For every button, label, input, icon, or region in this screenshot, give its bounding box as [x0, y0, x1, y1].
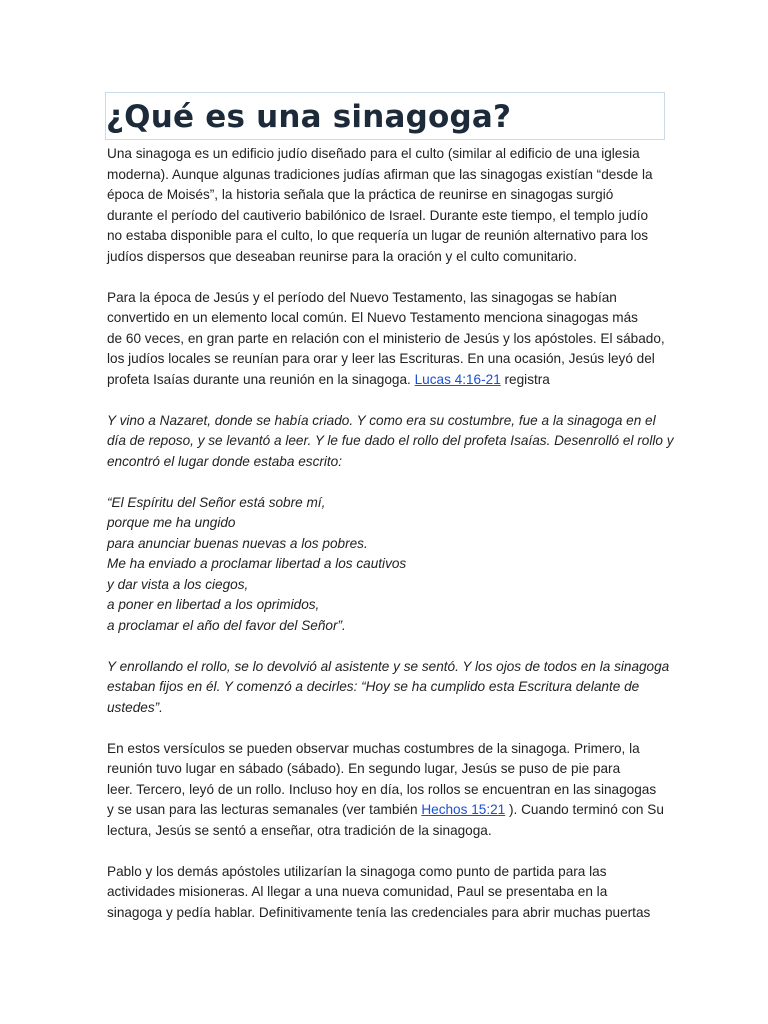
page-title: ¿Qué es una sinagoga? [106, 99, 512, 135]
text-line: a proclamar el año del favor del Señor”. [107, 617, 346, 633]
text-line: durante el período del cautiverio babilónico de Israel. Durante este tiempo, el templo judío [107, 207, 649, 223]
text-line: época de Moisés”, la historia señala que la práctica de reunirse en sinagogas surgió [107, 187, 614, 202]
title-box [105, 92, 665, 140]
text-line: judíos dispersos que deseaban reunirse para la oración y el culto comunitario. [107, 248, 578, 264]
text-line: leer. Tercero, leyó de un rollo. Incluso hoy en día, los rollos se encuentran en las sinagogas [107, 781, 657, 797]
text-line [107, 370, 663, 391]
text-line: reunión tuvo lugar en sábado (sábado). En segundo lugar, Jesús se puso de pie para [107, 761, 621, 776]
spacer [107, 636, 663, 657]
text-line: En estos versículos se pueden observar muchas costumbres de la sinagoga. Primero, la [107, 740, 640, 756]
quote-passage-intro [107, 411, 674, 473]
text-line: sinagoga y pedía hablar. Definitivamente tenía las credenciales para abrir muchas puertas [107, 904, 651, 920]
text-line: no estaba disponible para el culto, lo que requería un lugar de reunión alternativo para los [107, 228, 649, 243]
spacer [107, 718, 663, 739]
quote-closing [107, 657, 670, 719]
text-line: porque me ha ungido [107, 515, 236, 530]
text-fragment: y se usan para las lecturas semanales (ver también [107, 802, 422, 817]
spacer [107, 841, 663, 862]
text-line: actividades misioneras. Al llegar a una nueva comunidad, Paul se presentaba en la [107, 884, 608, 899]
text-line: de 60 veces, en gran parte en relación con el ministerio de Jesús y los apóstoles. El sábado, [107, 330, 665, 346]
text-line: Y vino a Nazaret, donde se había criado. Y como era su costumbre, fue a la sinagoga en el [107, 412, 656, 428]
text-line: ustedes”. [107, 699, 163, 715]
quote-isaiah [107, 493, 663, 637]
text-line: “El Espíritu del Señor está sobre mí, [107, 494, 326, 510]
link-lucas[interactable]: Lucas 4:16-21 [414, 371, 501, 387]
text-line: Para la época de Jesús y el período del Nuevo Testamento, las sinagogas se habían [107, 289, 617, 305]
text-line: y dar vista a los ciegos, [107, 576, 249, 592]
text-line: los judíos locales se reunían para orar y leer las Escrituras. En una ocasión, Jesús leyó del [107, 351, 655, 366]
text-line: encontró el lugar donde estaba escrito: [107, 453, 343, 469]
paragraph-intro [107, 144, 663, 267]
paragraph-new-testament [107, 288, 663, 391]
text-line: Y enrollando el rollo, se lo devolvió al asistente y se sentó. Y los ojos de todos en la sinagoga [107, 658, 670, 674]
link-hechos[interactable]: Hechos 15:21 [421, 802, 506, 817]
text-line: Pablo y los demás apóstoles utilizarían la sinagoga como punto de partida para las [107, 863, 607, 879]
text-line: Me ha enviado a proclamar libertad a los cautivos [107, 556, 407, 571]
text-line: Una sinagoga es un edificio judío diseñado para el culto (similar al edificio de una iglesia [107, 146, 640, 161]
text-line: a poner en libertad a los oprimidos, [107, 597, 320, 612]
text-fragment: registra [500, 371, 550, 387]
text-line: para anunciar buenas nuevas a los pobres. [107, 535, 368, 551]
paragraph-missionary [107, 862, 663, 924]
text-line: día de reposo, y se levantó a leer. Y le fue dado el rollo del profeta Isaías. Desenrolló el rollo y [107, 433, 674, 448]
text-line: convertido en un elemento local común. El Nuevo Testamento menciona sinagogas más [107, 310, 638, 325]
text-line: moderna). Aunque algunas tradiciones judías afirman que las sinagogas existían “desde la [107, 166, 653, 182]
document-page [106, 92, 674, 923]
spacer [107, 472, 663, 493]
spacer [107, 390, 663, 411]
text-line: lectura, Jesús se sentó a enseñar, otra tradición de la sinagoga. [107, 822, 492, 838]
paragraph-customs [107, 739, 663, 842]
text-fragment: profeta Isaías durante una reunión en la sinagoga. [107, 371, 415, 387]
text-fragment: ). Cuando terminó con Su [505, 802, 664, 817]
text-line [107, 800, 663, 821]
spacer [107, 267, 663, 288]
text-line: estaban fijos en él. Y comenzó a decirles: “Hoy se ha cumplido esta Escritura delante de [107, 679, 640, 694]
